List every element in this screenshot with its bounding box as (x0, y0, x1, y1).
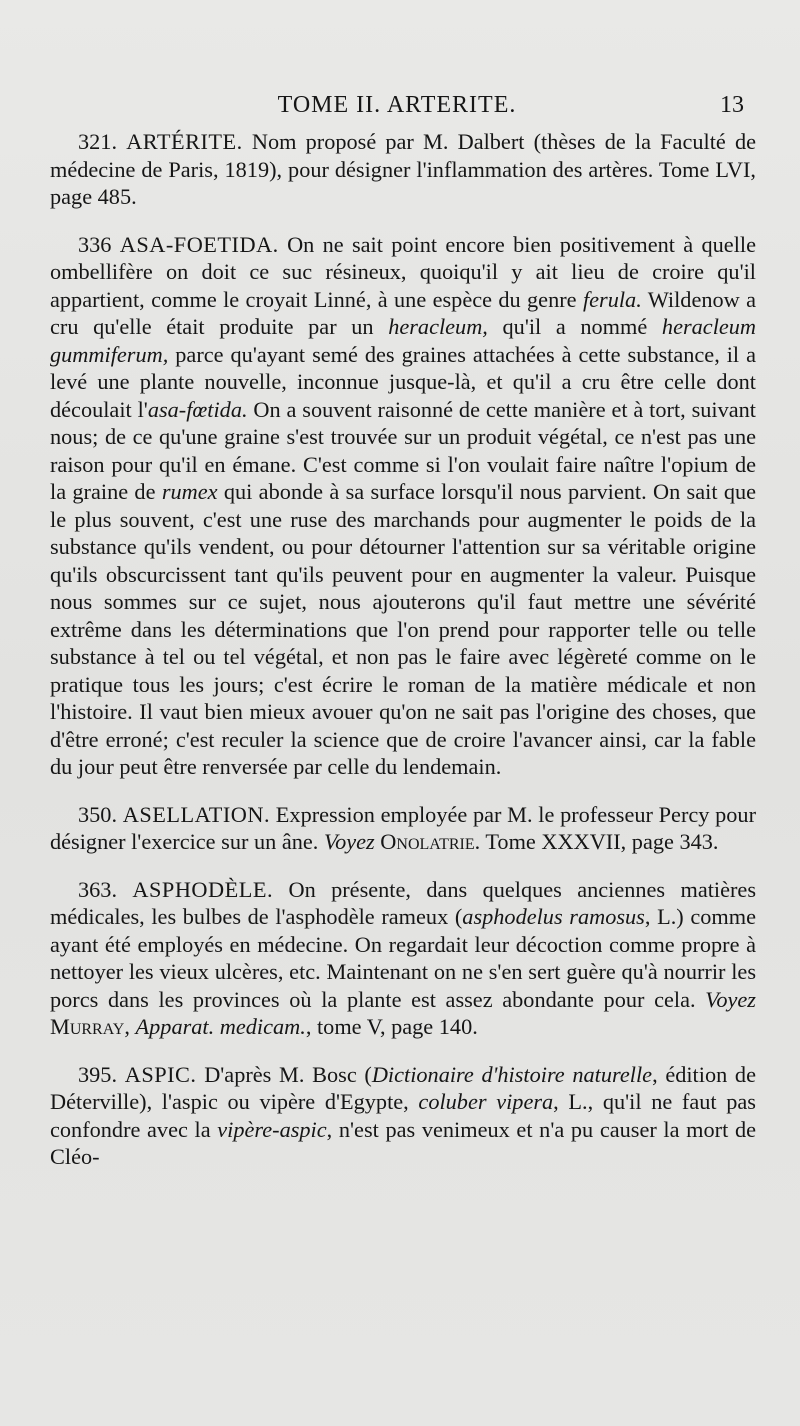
page-number: 13 (720, 92, 744, 118)
entry-asa-foetida (50, 231, 756, 781)
entry-headword: ASPIC. (124, 1061, 197, 1087)
entry-italic-term: asa-fœtida. (147, 396, 248, 422)
entry-italic-term: heracleum, (388, 314, 488, 339)
entry-text: On a souvent raisonné de cette manière et à tort, suivant nous; de ce qu'une graine s'est trouvée sur un produit végétal, ce n'est pas une raison pour qu'il en émane. C'est comme si l'on voulait faire naître l'opium de la graine de (50, 396, 756, 504)
entry-italic-term: ferula. (582, 286, 642, 312)
entry-headword: ASPHODÈLE. (132, 876, 274, 902)
entry-arterite (50, 128, 756, 211)
entry-number: 363. (78, 876, 118, 902)
page-header (50, 92, 744, 128)
entry-italic-title: Dictionaire d'histoire naturelle (371, 1061, 653, 1087)
entry-text: , L., qu'il ne faut pas confondre avec la (50, 1089, 756, 1142)
entry-headword: ASA-FOETIDA. (119, 231, 279, 257)
entry-italic-term: rumex (161, 479, 218, 504)
entry-text: , tome V, page 140. (305, 1014, 478, 1039)
entry-text: On ne sait point encore bien positivement à quelle ombellifère on doit ce suc résineux, quoiqu'il y ait lieu de croire qu'il appartient, comme le croyait Linné, à une espèce du genre (50, 231, 756, 312)
entry-headword: ASELLATION. (122, 801, 271, 827)
entry-text: Tome XXXVII, page 343. (485, 829, 719, 854)
entry-asphodele (50, 876, 756, 1041)
entry-text: , (124, 1014, 130, 1039)
entry-author-reference: Murray (50, 1014, 125, 1039)
entry-number: 395. (78, 1061, 118, 1087)
entry-number: 350. (78, 801, 118, 827)
running-title: TOME II. ARTERITE. (277, 92, 517, 118)
entry-see-also: Voyez (705, 986, 756, 1012)
entry-headword: ARTÉRITE. (126, 129, 243, 154)
entry-see-also: Voyez (323, 829, 375, 854)
entry-number: 321. (78, 129, 118, 154)
entry-italic-term: asphodelus ramosus (462, 904, 645, 929)
entry-italic-term: coluber vipera (418, 1089, 554, 1114)
entry-text: qu'il a nommé (502, 314, 648, 339)
entry-asellation (50, 801, 756, 856)
page-body (50, 128, 756, 1191)
entry-number: 336 (78, 231, 112, 257)
entry-text: Nom proposé par M. Dalbert (thèses de la Faculté de médecine de Paris, 1819), pour désigner l'inflammation des artères. Tome LVI, page 485. (50, 129, 756, 209)
entry-cross-reference: Onolatrie. (380, 829, 481, 854)
entry-italic-term: heracleum gummiferum, (50, 314, 757, 367)
entry-text: parce qu'ayant semé des graines attachées à cette substance, il a levé une plante nouvelle, inconnue jusque-là, et qu'il a cru être celle dont découlait l' (50, 341, 757, 422)
entry-text: , édition de Déterville), l'aspic ou vipère d'Egypte, (50, 1061, 756, 1114)
entry-text: , L.) comme ayant été employés en médecine. On regardait leur décoction comme propre à nettoyer les vieux ulcères, etc. Maintenant on ne s'en sert guère qu'à nourrir les porcs dans les provinces où la plante est assez abondante pour cela. (50, 904, 756, 1012)
entry-italic-title: Apparat. medicam. (135, 1014, 306, 1039)
entry-aspic (50, 1061, 756, 1171)
entry-text: D'après M. Bosc ( (204, 1061, 372, 1087)
entry-text: Wildenow a cru qu'elle était produite par un (50, 286, 757, 339)
entry-text: , n'est pas venimeux et n'a pu causer la mort de Cléo- (50, 1116, 756, 1169)
entry-text: qui abonde à sa surface lorsqu'il nous parvient. On sait que le plus souvent, c'est une ruse des marchands pour augmenter le poids de la substance qu'ils vendent, ou pour détourner l'attention sur sa véritable origine qu'ils obscurcissent tant qu'ils peuvent pour en augmenter la valeur. Puisque nous sommes sur ce sujet, nous ajouterons qu'il faut mettre une sévérité extrême dans les déterminations que l'on prend pour rapporter telle ou telle substance à tel ou tel végétal, et non pas le faire avec légèreté comme on le pratique tous les jours; c'est écrire le roman de la matière médicale et non l'histoire. Il vaut bien mieux avouer qu'on ne sait pas l'origine des choses, que d'être erroné; c'est reculer la science que de croire l'avancer ainsi, car la fable du jour peut être renversée par celle du lendemain. (50, 479, 757, 779)
entry-text: Expression employée par M. le professeur Percy pour désigner l'exercice sur un âne. (50, 801, 756, 854)
entry-italic-term: vipère-aspic (217, 1116, 327, 1142)
entry-text: On présente, dans quelques anciennes matières médicales, les bulbes de l'asphodèle rameux ( (50, 876, 757, 929)
